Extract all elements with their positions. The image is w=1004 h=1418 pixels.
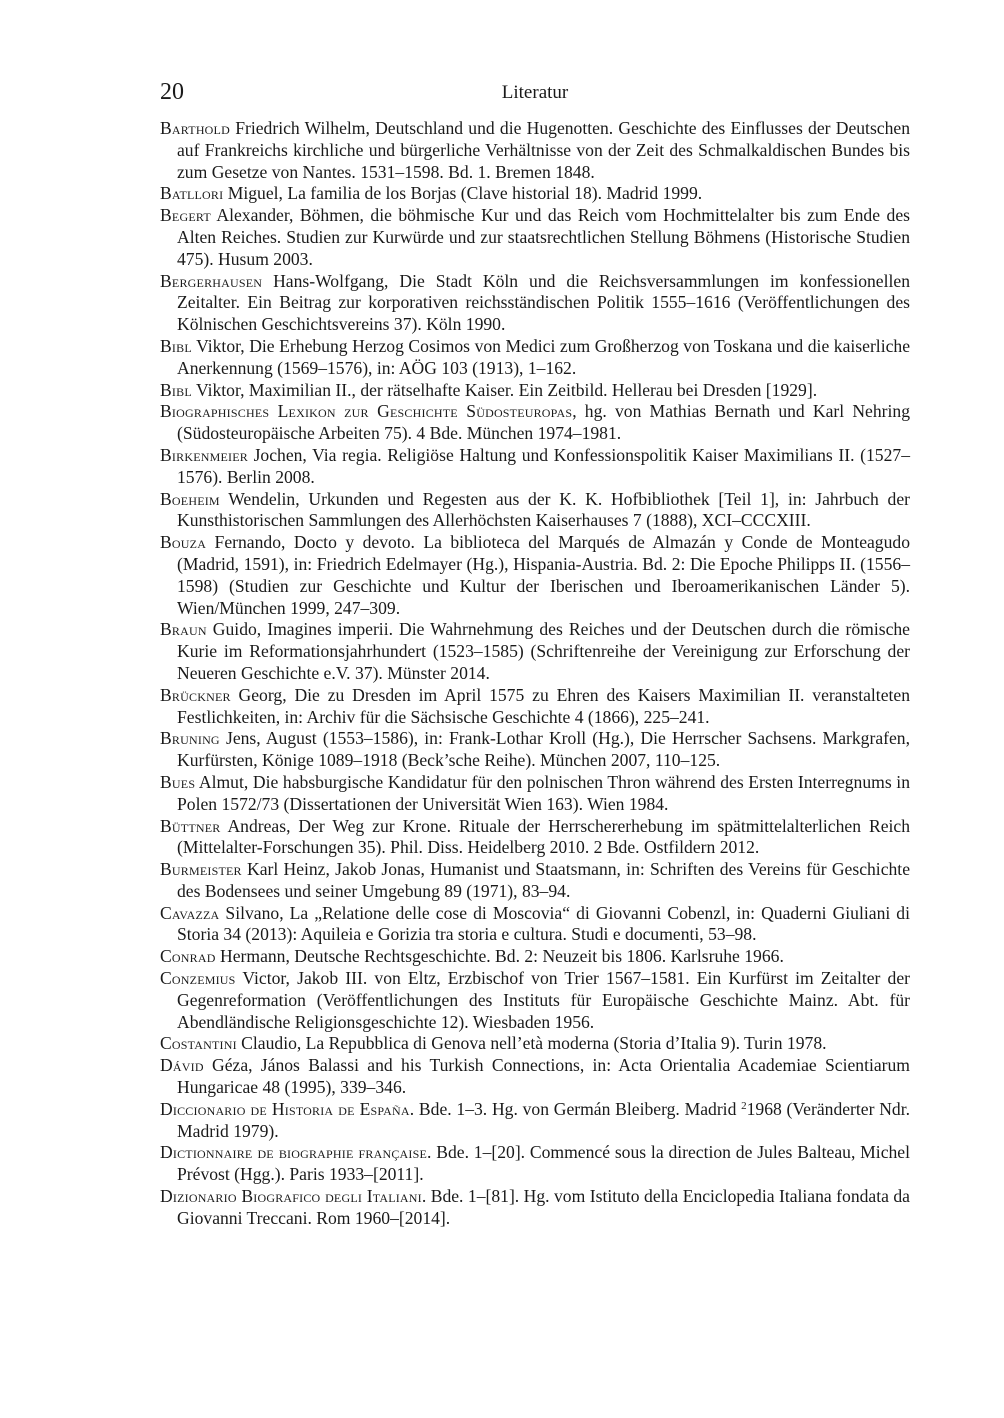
entry-author: Bues [160, 771, 196, 792]
entry-text: Hermann, Deutsche Rechtsgeschichte. Bd. 2: Neuzeit bis 1806. Karlsruhe 1966. [215, 946, 784, 967]
entry-text: Alexander, Böhmen, die böhmische Kur und das Reich vom Hochmittelalter bis zum Ende des Alten Reiches. Studien zur Kurwürde und zur staatsrechtlichen Stellung Böhmens (Historische Studien 475). Husum 2003. [177, 205, 910, 269]
entry-text: Jens, August (1553–1586), in: Frank-Lothar Kroll (Hg.), Die Herrscher Sachsens. Markgrafen, Kurfürsten, Könige 1089–1918 (Beck’sche Reihe). München 2007, 110–125. [177, 728, 910, 771]
entry-text: Almut, Die habsburgische Kandidatur für den polnischen Thron während des Ersten Interregnums in Polen 1572/73 (Dissertationen der Universität Wien 163). Wien 1984. [177, 771, 910, 814]
bibliography-entry [160, 816, 910, 860]
bibliography-entry [160, 1186, 910, 1230]
bibliography-entry [160, 968, 910, 1033]
document-page [160, 78, 910, 1230]
bibliography-entry [160, 205, 910, 270]
entry-text: . Bde. 1–[81]. Hg. vom Istituto della Enciclopedia Italiana fondata da Giovanni Treccani. Rom 1960–[2014]. [177, 1186, 910, 1228]
entry-author: Brückner [160, 684, 231, 705]
entry-text-continued: 1968 (Veränderter Ndr. Madrid 1979). [177, 1098, 911, 1141]
bibliography-entry [160, 772, 910, 816]
entry-author: Burmeister [160, 859, 242, 880]
bibliography-entry [160, 859, 910, 903]
entry-author: Bergerhausen [160, 270, 263, 291]
entry-text: Wendelin, Urkunden und Regesten aus der K. K. Hofbibliothek [Teil 1], in: Jahrbuch der Kunsthistorischen Sammlungen des Allerhöchsten Kaiserhauses 7 (1888), XCI–CCCXIII. [177, 488, 910, 531]
entry-author: Braun [160, 619, 207, 640]
entry-text: Viktor, Maximilian II., der rätselhafte Kaiser. Ein Zeitbild. Hellerau bei Dresden [1929]. [191, 379, 818, 400]
entry-author: Costantini [160, 1033, 237, 1054]
bibliography-entry [160, 271, 910, 336]
entry-author: Diccionario de Historia de España [160, 1098, 410, 1119]
entry-author: Bruning [160, 728, 220, 749]
running-title: Literatur [501, 82, 569, 103]
entry-text: Hans-Wolfgang, Die Stadt Köln und die Reichsversammlungen im konfessionellen Zeitalter. Ein Beitrag zur korporativen reichsständischen Politik 1555–1616 (Veröffentlichungen des Kölnischen Geschichtsvereins 37). Köln 1990. [177, 270, 910, 335]
page-header [160, 78, 910, 118]
entry-author: Bibl [160, 335, 192, 356]
entry-text: Miguel, La familia de los Borjas (Clave historial 18). Madrid 1999. [223, 183, 703, 204]
bibliography-entry [160, 619, 910, 684]
entry-text: Victor, Jakob III. von Eltz, Erzbischof von Trier 1567–1581. Ein Kurfürst im Zeitalter der Gegenreformation (Veröffentlichungen des Instituts für Europäische Geschichte Mainz. Abt. für Abendländische Religionsgeschichte 12). Wiesbaden 1956. [177, 968, 910, 1032]
entry-author: Boeheim [160, 488, 220, 509]
bibliography-entry [160, 1055, 910, 1099]
entry-author: Cavazza [160, 902, 220, 923]
entry-text: Karl Heinz, Jakob Jonas, Humanist und Staatsmann, in: Schriften des Vereins für Geschichte des Bodensees und seiner Umgebung 89 (1971), 83–94. [177, 859, 910, 901]
entry-text: , hg. von Mathias Bernath und Karl Nehring (Südosteuropäische Arbeiten 75). 4 Bde. München 1974–1981. [177, 401, 911, 444]
entry-author: Batllori [160, 183, 224, 204]
entry-text: Silvano, La „Relatione delle cose di Moscovia“ di Giovanni Cobenzl, in: Quaderni Giuliani di Storia 34 (2013): Aquileia e Gorizia tra storia e cultura. Studi e documenti, 53–98. [177, 902, 910, 945]
bibliography-entry [160, 380, 910, 402]
page-number: 20 [160, 79, 184, 105]
entry-author: Dictionnaire de biographie française [160, 1142, 428, 1163]
entry-text: . Bde. 1–3. Hg. von Germán Bleiberg. Madrid [409, 1098, 742, 1119]
bibliography-entry [160, 445, 910, 489]
entry-text: Andreas, Der Weg zur Krone. Rituale der Herrschererhebung im spätmittelalterlichen Reich (Mittelalter-Forschungen 35). Phil. Diss. Heidelberg 2010. 2 Bde. Ostfildern 2012. [177, 815, 910, 858]
bibliography-entry [160, 183, 910, 205]
bibliography-entry [160, 489, 910, 533]
entry-text: Guido, Imagines imperii. Die Wahrnehmung des Reiches und der Deutschen durch die römische Kurie im Reformationsjahrhundert (1523–1585) (Schriftenreihe der Vereinigung zur Erforschung der Neueren Geschichte e.V. 37). Münster 2014. [177, 619, 910, 683]
entry-text: Friedrich Wilhelm, Deutschland und die Hugenotten. Geschichte des Einflusses der Deutschen auf Frankreichs kirchliche und bürgerliche Verhältnisse von der Zeit des Schmalkaldischen Bundes bis zum Gesetze von Nantes. 1531–1598. Bd. 1. Bremen 1848. [177, 118, 910, 182]
entry-text: Georg, Die zu Dresden im April 1575 zu Ehren des Kaisers Maximilian II. veranstalteten Festlichkeiten, in: Archiv für die Sächsische Geschichte 4 (1866), 225–241. [177, 684, 910, 727]
bibliography-entry [160, 118, 910, 183]
entry-author: Conrad [160, 946, 216, 967]
bibliography-entry [160, 401, 910, 445]
entry-author: Büttner [160, 815, 221, 836]
bibliography-entry [160, 728, 910, 772]
entry-text: Jochen, Via regia. Religiöse Haltung und Konfessionspolitik Kaiser Maximilians II. (1527–1576). Berlin 2008. [177, 444, 910, 487]
entry-author: Birkenmeier [160, 444, 248, 465]
entry-author: Bibl [160, 379, 192, 400]
entry-text: Viktor, Die Erhebung Herzog Cosimos von Medici zum Großherzog von Toskana und die kaiserliche Anerkennung (1569–1576), in: AÖG 103 (1913), 1–162. [177, 335, 910, 378]
bibliography-entry [160, 903, 910, 947]
entry-text: . Bde. 1–[20]. Commencé sous la direction de Jules Balteau, Michel Prévost (Hgg.). Paris 1933–[2011]. [177, 1142, 910, 1185]
entry-author: Dávid [160, 1055, 204, 1076]
entry-author: Biographisches Lexikon zur Geschichte Südosteuropas [160, 401, 573, 422]
entry-author: Dizionario Biografico degli Italiani [160, 1186, 422, 1207]
entry-text: Géza, János Balassi and his Turkish Connections, in: Acta Orientalia Academiae Scientiarum Hungaricae 48 (1995), 339–346. [177, 1055, 910, 1098]
bibliography-entry [160, 1099, 910, 1143]
entry-author: Conzemius [160, 968, 236, 989]
bibliography-entry [160, 532, 910, 619]
bibliography-list [160, 118, 910, 1230]
bibliography-entry [160, 1033, 910, 1055]
bibliography-entry [160, 336, 910, 380]
entry-author: Barthold [160, 118, 230, 138]
entry-author: Bouza [160, 532, 207, 553]
entry-text: Fernando, Docto y devoto. La biblioteca del Marqués de Almazán y Conde de Monteagudo (Madrid, 1591), in: Friedrich Edelmayer (Hg.), Hispania-Austria. Bd. 2: Die Epoche Philipps II. (1556–1598) (Studien zur Geschichte und Kultur der Iberischen und Iberoamerikanischen Länder 5). Wien/München 1999, 247–309. [177, 532, 910, 618]
edition-superscript: 2 [741, 1099, 747, 1112]
entry-text: Claudio, La Repubblica di Genova nell’età moderna (Storia d’Italia 9). Turin 1978. [236, 1033, 827, 1054]
entry-author: Begert [160, 205, 211, 226]
bibliography-entry [160, 946, 910, 968]
bibliography-entry [160, 685, 910, 729]
bibliography-entry [160, 1142, 910, 1186]
